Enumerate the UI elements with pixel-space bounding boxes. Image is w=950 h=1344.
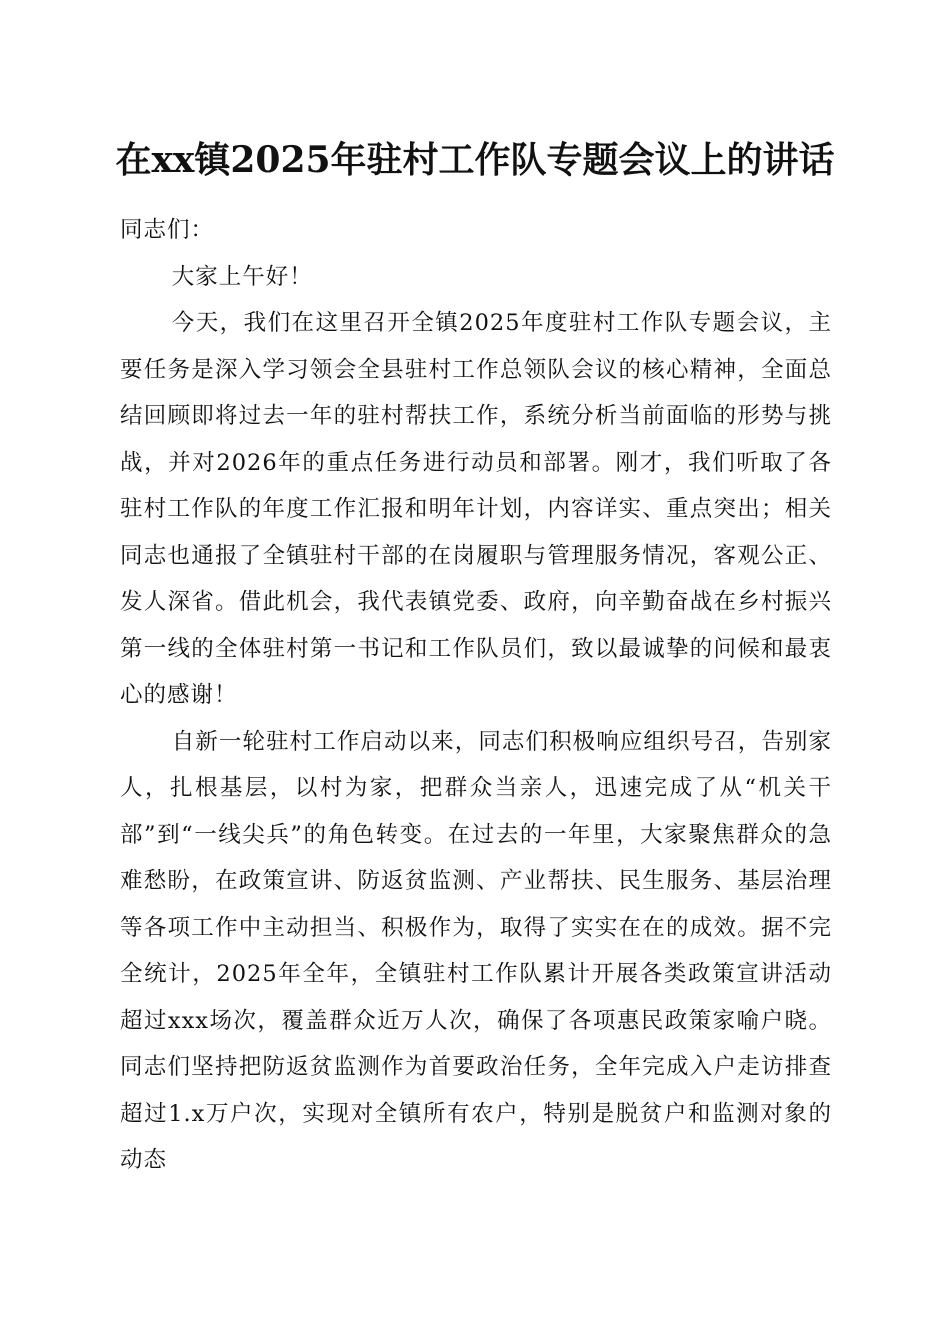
document-title: 在xx镇2025年驻村工作队专题会议上的讲话 <box>115 139 835 181</box>
document-body <box>120 207 832 1184</box>
salutation: 同志们： <box>120 217 215 243</box>
paragraph-greeting: 大家上午好！ <box>171 263 313 290</box>
paragraph-opening: 今天，我们在这里召开全镇2025年度驻村工作队专题会议，主要任务是深入学习领会全县驻村工作总领队会议的核心精神，全面总结回顾即将过去一年的驻村帮扶工作，系统分析当前面临的形势与挑战，并对2026年的重点任务进行动员和部署。刚才，我们听取了各驻村工作队的年度工作汇报和明年计划，内容详实、重点突出；相关同志也通报了全镇驻村干部的在岗履职与管理服务情况，客观公正、发人深省。借此机会，我代表镇党委、政府，向辛勤奋战在乡村振兴第一线的全体驻村第一书记和工作队员们，致以最诚挚的问候和最衷心的感谢！ <box>120 310 832 708</box>
paragraph-achievements: 自新一轮驻村工作启动以来，同志们积极响应组织号召，告别家人，扎根基层，以村为家，把群众当亲人，迅速完成了从“机关干部”到“一线尖兵”的角色转变。在过去的一年里，大家聚焦群众的急难愁盼，在政策宣讲、防返贫监测、产业帮扶、民生服务、基层治理等各项工作中主动担当、积极作为，取得了实实在在的成效。据不完全统计，2025年全年，全镇驻村工作队累计开展各类政策宣讲活动超过xxx场次，覆盖群众近万人次，确保了各项惠民政策家喻户晓。同志们坚持把防返贫监测作为首要政治任务，全年完成入户走访排查超过1.x万户次，实现对全镇所有农户，特别是脱贫户和监测对象的动态 <box>120 728 832 1173</box>
